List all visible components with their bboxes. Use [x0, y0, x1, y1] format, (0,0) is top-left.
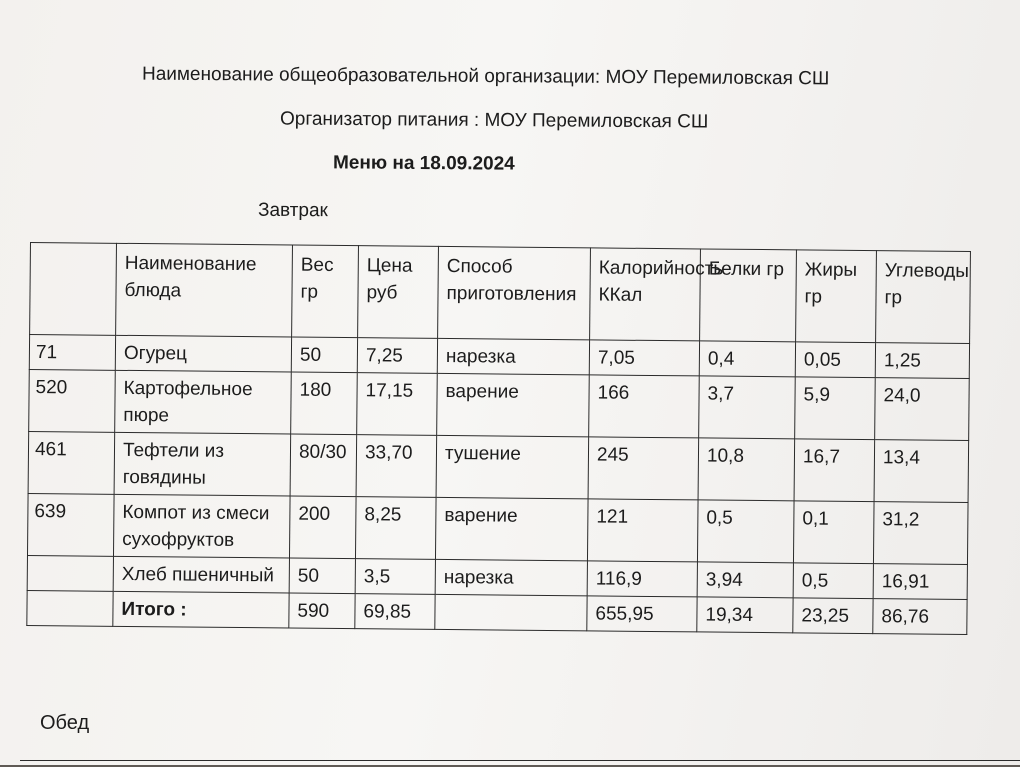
carbs-cell: 24,0	[875, 378, 970, 441]
table-row	[29, 369, 970, 440]
calories-cell: 121	[587, 499, 698, 562]
fats-cell: 5,9	[795, 377, 876, 440]
carbs-cell: 1,25	[875, 343, 969, 379]
header-code	[30, 243, 117, 336]
carbs-cell: 13,4	[874, 440, 969, 503]
lunch-section-label: Обед	[40, 712, 90, 734]
dish-code-cell: 639	[27, 493, 114, 556]
weight-cell: 50	[291, 337, 357, 373]
header-price: Цена руб	[358, 246, 439, 339]
dish-code-cell	[27, 555, 113, 591]
calories-cell: 655,95	[587, 596, 697, 632]
header-proteins: Белки гр	[700, 249, 797, 342]
header-dish-name: Наименование блюда	[116, 243, 293, 337]
menu-date-heading: Меню на 18.09.2024	[332, 152, 515, 175]
dish-code-cell: 520	[29, 369, 116, 432]
price-cell: 69,85	[355, 594, 435, 630]
price-cell: 3,5	[355, 559, 435, 595]
proteins-cell: 0,4	[699, 341, 795, 377]
cooking-method-cell	[435, 594, 587, 630]
dish-name-cell: Компот из смеси сухофруктов	[113, 494, 290, 558]
calories-cell: 166	[589, 375, 700, 438]
next-table-edge	[20, 760, 1020, 767]
weight-cell: 590	[289, 593, 355, 629]
table-row	[28, 431, 969, 502]
menu-table-body	[27, 243, 971, 635]
header-fats: Жиры гр	[796, 250, 877, 343]
header-weight: Вес гр	[292, 245, 359, 338]
dish-name-cell: Хлеб пшеничный	[113, 556, 289, 593]
fats-cell: 23,25	[793, 598, 873, 634]
proteins-cell: 3,7	[699, 376, 796, 439]
cooking-method-cell: варение	[435, 497, 588, 560]
price-cell: 7,25	[357, 338, 437, 374]
table-header-row	[30, 243, 971, 344]
header-carbs: Углеводы гр	[876, 251, 971, 344]
cooking-method-cell: варение	[437, 373, 590, 436]
organization-title: Наименование общеобразовательной организации: МОУ Перемиловская СШ	[141, 63, 830, 90]
dish-name-cell: Тефтели из говядины	[114, 432, 291, 496]
calories-cell: 7,05	[589, 340, 699, 376]
header-cooking-method: Способ приготовления	[438, 246, 591, 339]
fats-cell: 16,7	[794, 439, 875, 502]
cooking-method-cell: нарезка	[437, 338, 589, 374]
header-calories: Калорийность ККал	[590, 248, 701, 341]
price-cell: 8,25	[355, 497, 436, 560]
price-cell: 17,15	[357, 373, 438, 436]
dish-name-cell: Картофельное пюре	[115, 370, 292, 434]
cooking-method-cell: нарезка	[435, 559, 587, 595]
calories-cell: 245	[588, 437, 699, 500]
carbs-cell: 31,2	[873, 502, 968, 565]
table-row	[27, 493, 968, 564]
dish-code-cell: 461	[28, 431, 115, 494]
proteins-cell: 3,94	[697, 562, 793, 598]
weight-cell: 50	[289, 558, 355, 594]
proteins-cell: 19,34	[697, 597, 793, 633]
fats-cell: 0,5	[793, 563, 873, 599]
proteins-cell: 10,8	[698, 438, 795, 501]
cooking-method-cell: тушение	[436, 435, 589, 498]
breakfast-section-label: Завтрак	[257, 199, 328, 222]
weight-cell: 200	[289, 496, 356, 559]
proteins-cell: 0,5	[697, 500, 794, 563]
calories-cell: 116,9	[587, 561, 697, 597]
carbs-cell: 16,91	[873, 564, 967, 600]
fats-cell: 0,1	[793, 501, 874, 564]
breakfast-menu-table-wrapper	[26, 242, 970, 635]
carbs-cell: 86,76	[873, 599, 967, 635]
breakfast-menu-table	[26, 242, 971, 635]
food-organizer-line: Организатор питания : МОУ Перемиловская СШ	[279, 108, 709, 133]
dish-code-cell	[27, 590, 113, 626]
dish-name-cell: Огурец	[115, 335, 291, 372]
dish-name-cell: Итого :	[113, 591, 289, 628]
weight-cell: 80/30	[290, 434, 357, 497]
price-cell: 33,70	[356, 435, 437, 498]
dish-code-cell: 71	[29, 335, 115, 371]
weight-cell: 180	[291, 372, 358, 435]
fats-cell: 0,05	[795, 342, 875, 378]
